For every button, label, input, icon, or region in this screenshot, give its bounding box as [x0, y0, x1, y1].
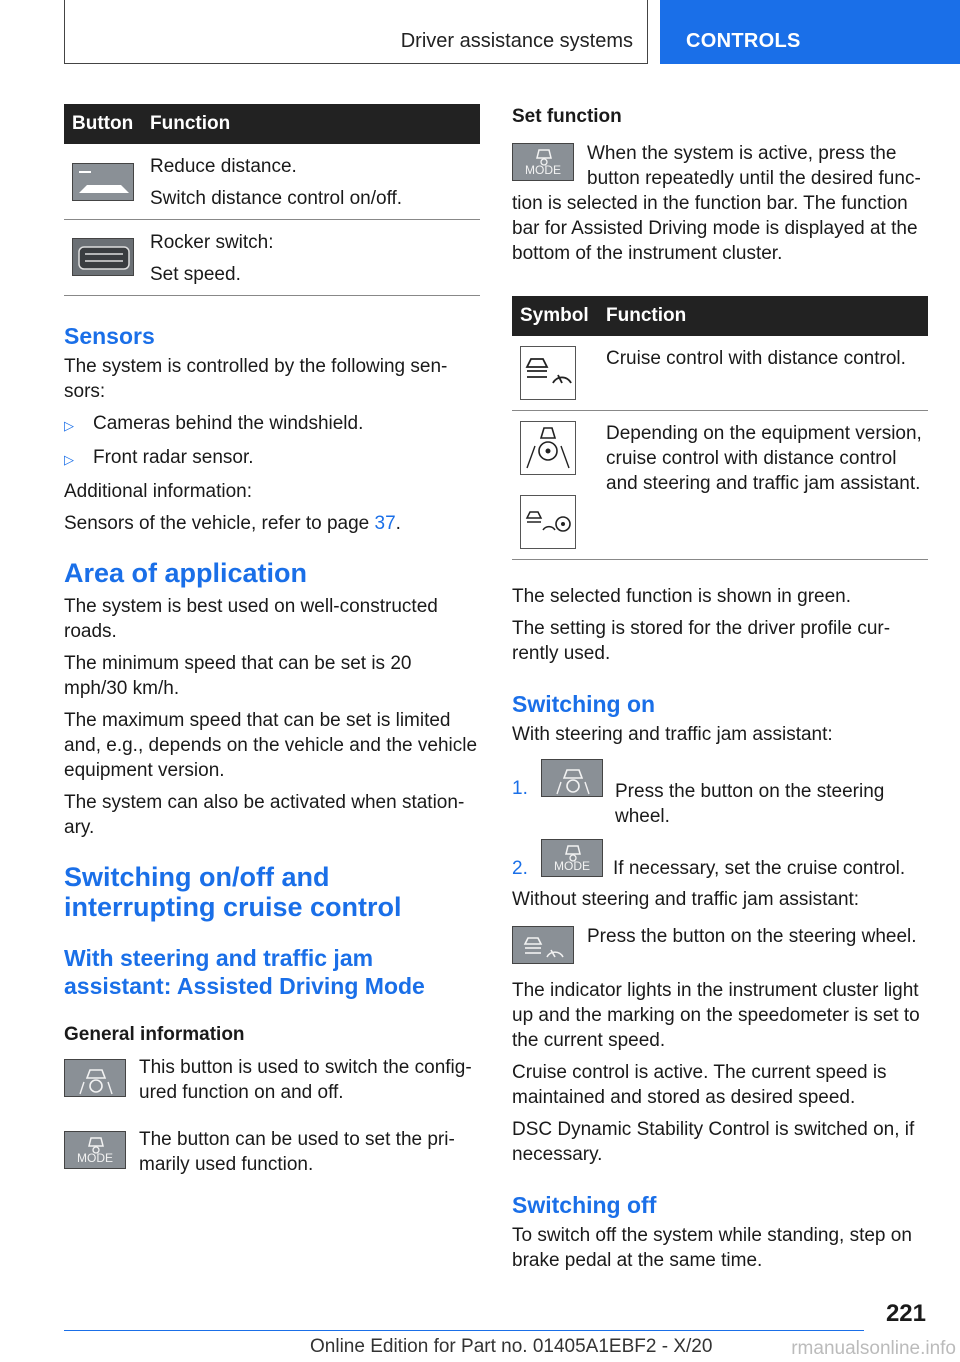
list-item: ▷ Cameras behind the windshield. — [64, 411, 480, 438]
after-table-paragraph: The selected function is shown in green. — [512, 586, 852, 607]
assist-button-icon — [64, 1059, 126, 1097]
mode-button-icon: MODE — [512, 143, 574, 181]
switching-off-heading: Switching off — [512, 1192, 657, 1218]
left-column — [64, 104, 480, 1177]
table-row — [512, 411, 928, 560]
symbol-col-header: Symbol — [520, 305, 589, 326]
list-item: 1. — [512, 759, 928, 801]
set-function-heading: Set function — [512, 106, 622, 127]
switching-heading: Switching on/off and interrupting cruise control — [64, 862, 402, 922]
table-cell-text: Cruise control with distance control. — [606, 348, 906, 369]
assisted-driving-subheading: With steering and traffic jam assistant: Assisted Driving Mode — [64, 945, 425, 999]
switch-on-paragraph: Cruise control is active. The current speed is maintained and stored as desired speed. — [512, 1062, 887, 1108]
rocker-switch-icon — [72, 238, 134, 276]
table-row — [64, 144, 480, 220]
switch-on-paragraph: DSC Dynamic Stability Control is switched on, if necessary. — [512, 1119, 915, 1165]
button-table-header — [64, 104, 480, 144]
header-chapter-box — [660, 0, 960, 64]
page-link[interactable]: 37 — [374, 513, 396, 534]
set-function-paragraph: MODE When the system is active, press the button repeatedly until the desired function is selected in the function bar. The function bar for Assisted Driving mode is displayed at the bottom of the instrument cluster. — [512, 143, 921, 264]
table-cell-text: Reduce distance. — [150, 156, 297, 177]
footer-divider — [64, 1330, 864, 1331]
general-info-heading: General information — [64, 1024, 245, 1045]
step-1-text: Press the button on the steering wheel. — [615, 781, 885, 827]
sensors-reference: Sensors of the vehicle, refer to page 37. — [64, 513, 401, 534]
table-cell-text: Set speed. — [150, 264, 241, 285]
table-cell-text: Switch distance control on/off. — [150, 188, 403, 209]
distance-button-icon — [72, 163, 134, 201]
list-item: 2. MODE If necessary, set the cruise control. — [512, 839, 928, 881]
sensors-intro: The system is controlled by the following sensors: — [64, 356, 448, 402]
function-col-header: Function — [606, 305, 687, 326]
mode-button-icon: MODE — [64, 1131, 126, 1169]
with-assistant-label: With steering and traffic jam assistant: — [512, 724, 833, 745]
page-number: 221 — [885, 1300, 926, 1327]
cruise-distance-button-icon — [512, 926, 574, 964]
list-item: ▷ Front radar sensor. — [64, 445, 480, 472]
general-info-2: MODE The button can be used to set the primarily used function. — [64, 1127, 480, 1177]
switching-on-heading: Switching on — [512, 691, 656, 717]
button-col-header: Button — [72, 113, 134, 134]
bullet-triangle-icon: ▷ — [64, 452, 74, 467]
area-paragraph: The system can also be activated when stationary. — [64, 792, 465, 838]
header-section-title: Driver assistance systems — [400, 30, 633, 52]
area-heading: Area of application — [64, 558, 308, 588]
general-info-1: This button is used to switch the configured function on and off. — [64, 1055, 480, 1105]
assist-button-icon — [541, 759, 603, 797]
additional-info-label: Additional information: — [64, 481, 252, 502]
edition-info: Online Edition for Part no. 01405A1EBF2 - X/20 — [310, 1336, 713, 1357]
sensors-heading: Sensors — [64, 323, 155, 349]
table-row — [64, 220, 480, 296]
cruise-distance-symbol-icon — [520, 346, 576, 400]
table-row — [512, 336, 928, 411]
watermark: rmanualsonline.info — [791, 1338, 956, 1359]
function-col-header: Function — [150, 113, 231, 134]
table-cell-text: Depending on the equipment version, cruise control with distance control and steering and traffic jam assistant. — [606, 423, 922, 494]
step-2-text: If necessary, set the cruise control. — [613, 858, 906, 879]
header-chapter-title: CONTROLS — [686, 30, 801, 52]
area-paragraph: The system is best used on well-constructed roads. — [64, 596, 438, 642]
steering-assist-symbol-icon — [520, 421, 576, 475]
bullet-triangle-icon: ▷ — [64, 418, 74, 433]
switch-on-paragraph: The indicator lights in the instrument cluster light up and the marking on the speedometer is set to the current speed. — [512, 980, 920, 1051]
mode-button-icon: MODE — [541, 839, 603, 877]
press-button-paragraph: Press the button on the steering wheel. — [512, 924, 928, 964]
after-table-paragraph: The setting is stored for the driver profile currently used. — [512, 618, 891, 664]
area-paragraph: The maximum speed that can be set is limited and, e.g., depends on the vehicle and the vehicle equipment version. — [64, 710, 478, 781]
without-assistant-label: Without steering and traffic jam assistant: — [512, 889, 860, 910]
right-column — [512, 104, 928, 1273]
traffic-jam-assist-symbol-icon — [520, 495, 576, 549]
symbol-table-header — [512, 296, 928, 336]
area-paragraph: The minimum speed that can be set is 20 mph/30 km/h. — [64, 653, 412, 699]
header-section-box — [64, 0, 648, 64]
switch-off-paragraph: To switch off the system while standing, step on brake pedal at the same time. — [512, 1225, 912, 1271]
table-cell-text: Rocker switch: — [150, 232, 274, 253]
